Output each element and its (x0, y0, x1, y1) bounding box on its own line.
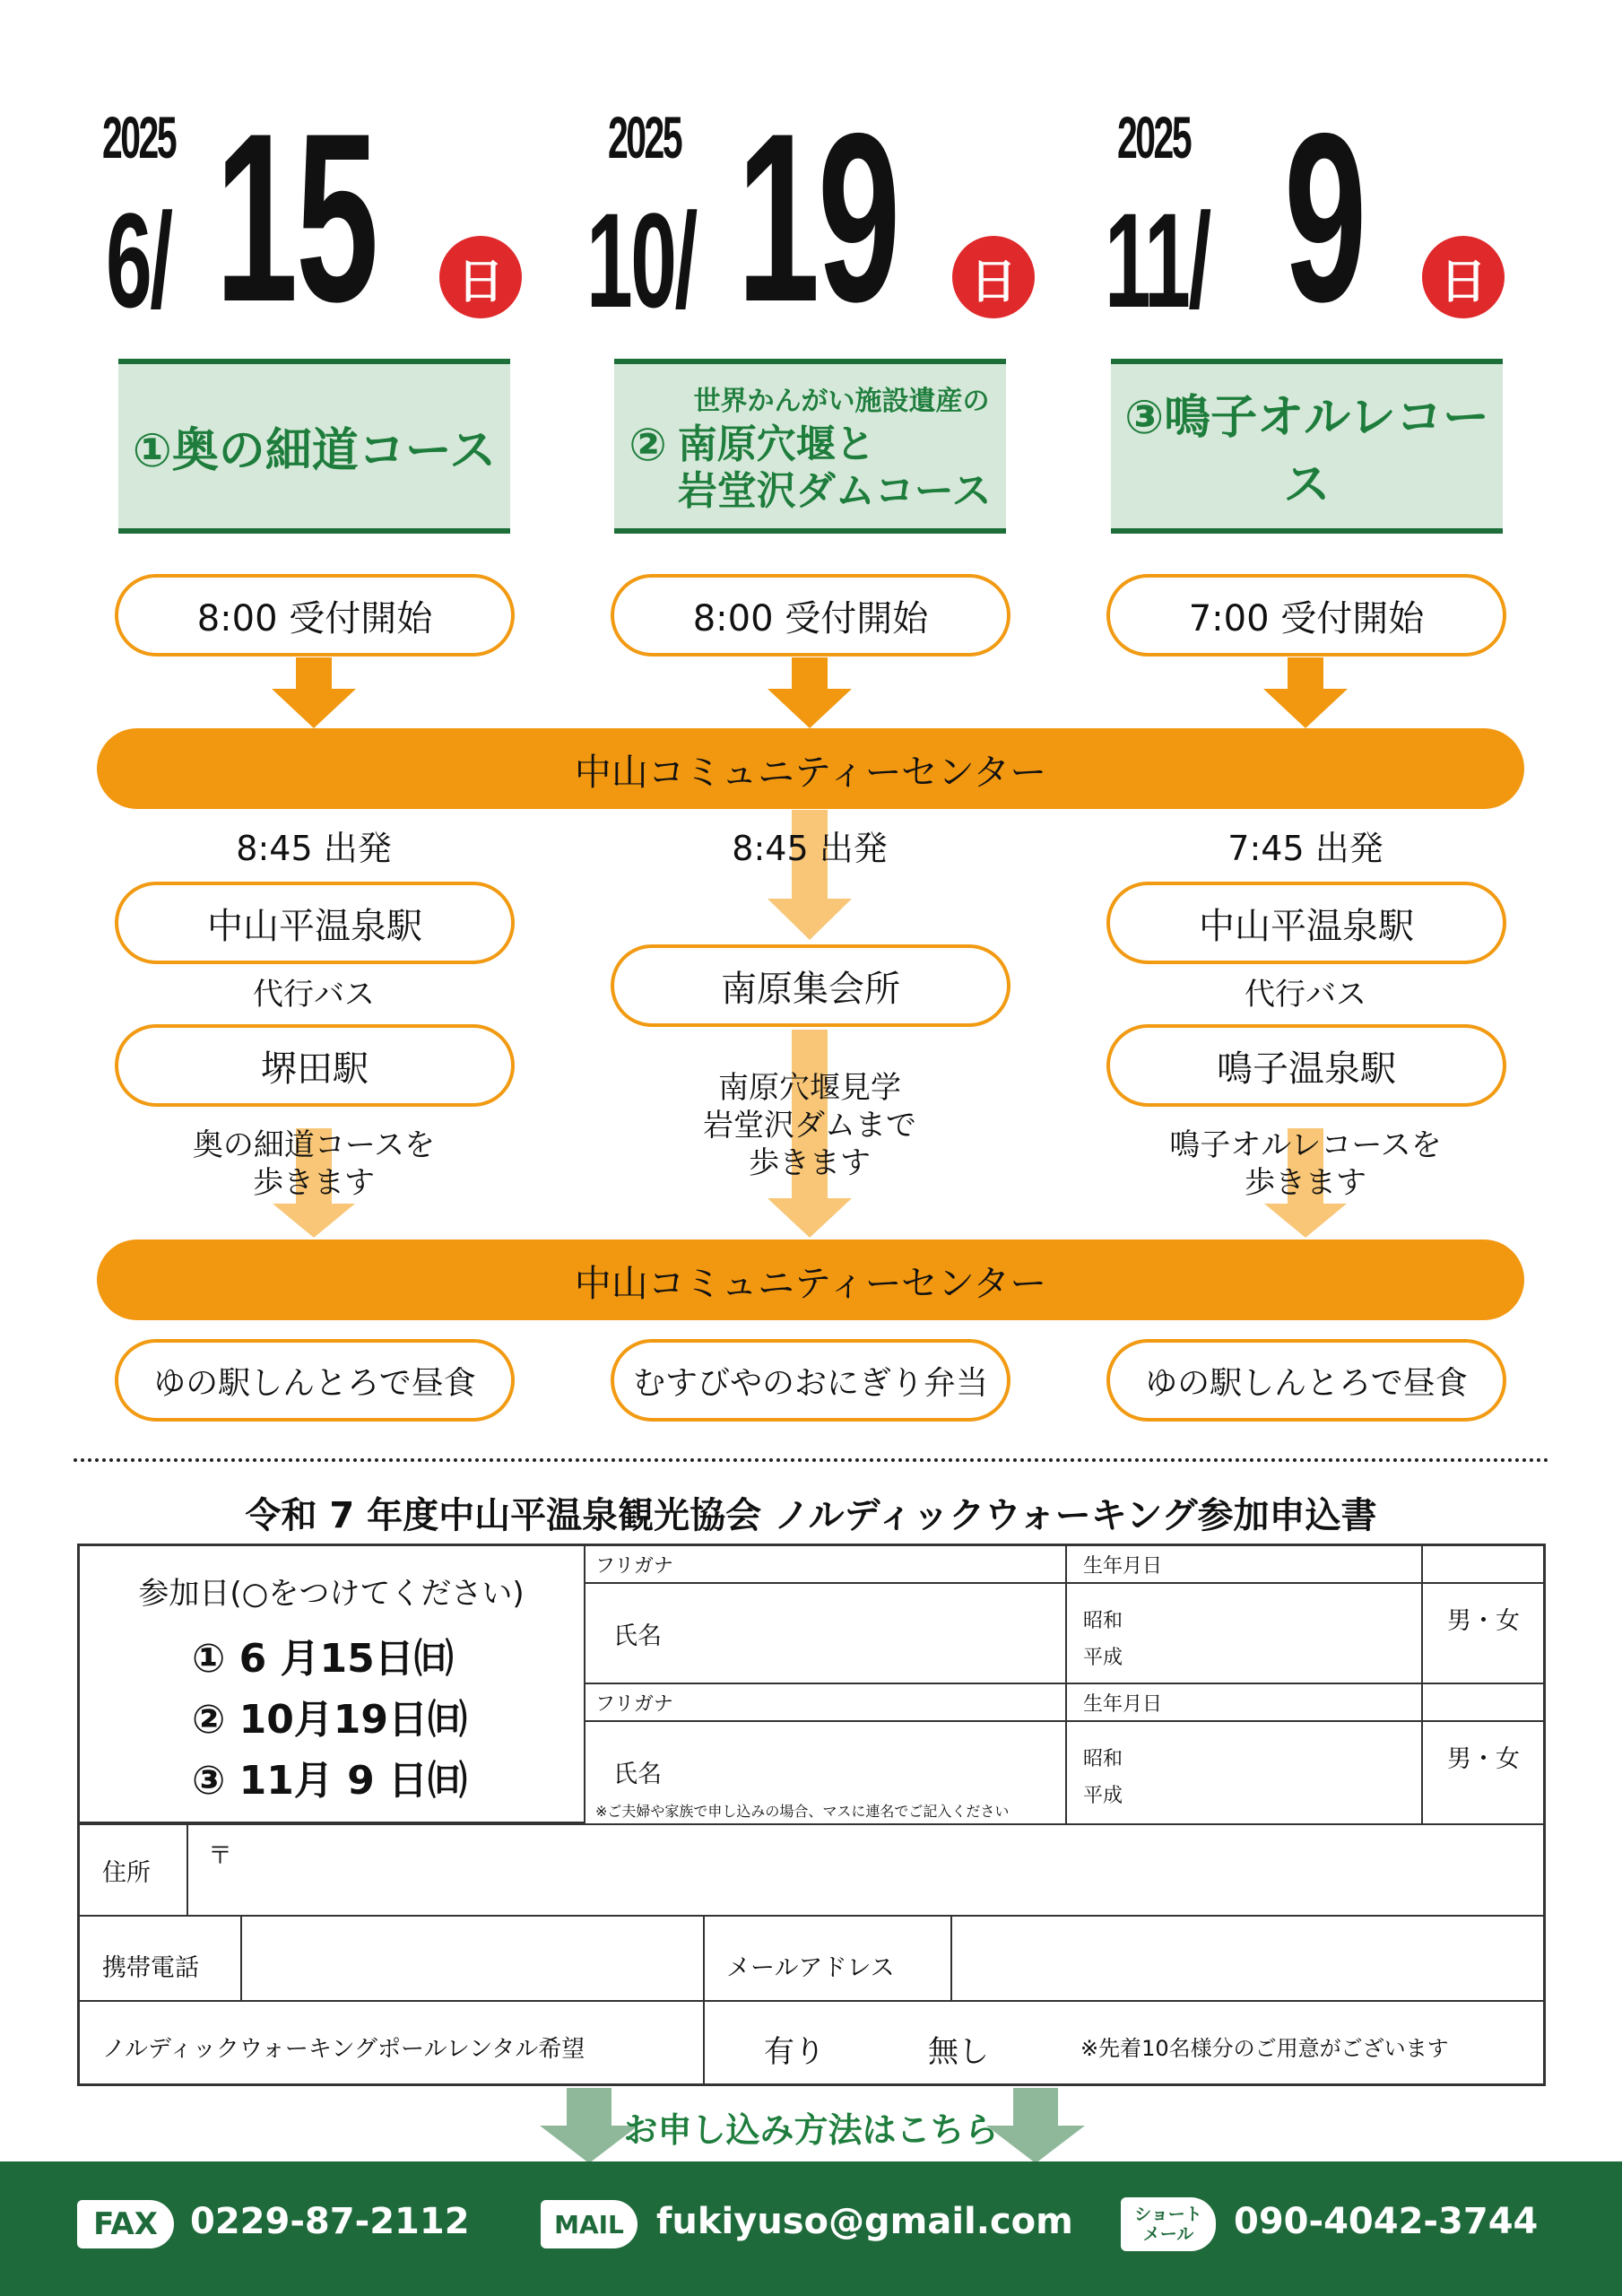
rental-yes[interactable]: 有り (764, 2034, 825, 2070)
center-bar-return: 中山コミュニティーセンター (97, 1239, 1524, 1320)
departure-time-1: 8:45 出発 (236, 829, 392, 868)
heisei-2[interactable]: 平成 (1083, 1785, 1123, 1807)
month-2: 10/ (586, 185, 696, 335)
day-2: 19 (737, 83, 898, 352)
year-1: 2025 (102, 104, 176, 170)
stop-1-1: 中山平温泉駅 (115, 882, 515, 964)
walk-note-2-line1: 南原穴堰見学 (718, 1070, 901, 1106)
family-note: ※ご夫婦や家族で申し込みの場合、マスに連名でご記入ください (595, 1803, 1010, 1820)
sms-tag-line1: ショート (1134, 2205, 1202, 2224)
contact-footer (0, 2161, 1622, 2296)
form-title: 令和 7 年度中山平温泉観光協会 ノルディックウォーキング参加申込書 (245, 1495, 1377, 1536)
transfer-1: 代行バス (253, 977, 375, 1013)
stop-3-2: 鳴子温泉駅 (1106, 1024, 1506, 1107)
date-label: 参加日(○をつけてください) (138, 1576, 525, 1612)
transfer-3: 代行バス (1245, 977, 1366, 1013)
rental-label: ノルディックウォーキングポールレンタル希望 (102, 2036, 585, 2063)
mail-address[interactable]: fukiyuso@gmail.com (656, 2201, 1073, 2242)
address-label: 住所 (102, 1859, 151, 1887)
date-option-1[interactable]: ① 6 月15日㈰ (192, 1636, 454, 1682)
mail-tag: MAIL (541, 2200, 638, 2248)
stop-2-1: 南原集会所 (611, 944, 1010, 1027)
day-1: 15 (215, 83, 377, 352)
weekday-badge-2: 日 (952, 236, 1035, 318)
name-label-1: 氏名 (613, 1622, 662, 1650)
gender-2[interactable]: 男・女 (1447, 1745, 1520, 1773)
month-1: 6/ (106, 185, 171, 335)
rental-note: ※先着10名様分のご用意がございます (1080, 2036, 1449, 2061)
course-2-subtitle: 世界かんがい施設遺産の (693, 385, 990, 417)
course-2-line1: 南原穴堰と (677, 421, 875, 467)
month-3: 11/ (1105, 185, 1210, 335)
weekday-badge-3: 日 (1422, 236, 1505, 318)
fax-tag: FAX (77, 2200, 174, 2248)
reception-time-2: 8:00 受付開始 (611, 574, 1010, 657)
course-2-number: ② (629, 418, 667, 471)
course-box-3: ③鳴子オルレコース (1111, 359, 1503, 534)
email-label: メールアドレス (726, 1954, 895, 1982)
gender-1[interactable]: 男・女 (1447, 1607, 1520, 1635)
day-3: 9 (1284, 83, 1365, 352)
lunch-2: むすびやのおにぎり弁当 (611, 1339, 1010, 1422)
course-box-1: ①奥の細道コース (118, 359, 510, 534)
lunch-1: ゆの駅しんとろで昼食 (115, 1339, 515, 1422)
walk-note-1-line2: 歩きます (253, 1165, 375, 1201)
phone-label: 携帯電話 (102, 1954, 199, 1982)
birth-label-2: 生年月日 (1083, 1693, 1163, 1716)
fax-number[interactable]: 0229-87-2112 (190, 2201, 470, 2242)
name-label-2: 氏名 (613, 1761, 662, 1788)
sms-tag-line2: メール (1142, 2224, 1194, 2244)
furigana-label-1: フリガナ (595, 1555, 673, 1578)
departure-time-3: 7:45 出発 (1227, 829, 1383, 868)
birth-label-1: 生年月日 (1083, 1555, 1163, 1578)
stop-1-2: 堺田駅 (115, 1024, 515, 1107)
walk-note-3-line1: 鳴子オルレコースを (1169, 1127, 1442, 1163)
showa-2[interactable]: 昭和 (1083, 1748, 1123, 1770)
showa-1[interactable]: 昭和 (1083, 1610, 1123, 1632)
furigana-label-2: フリガナ (595, 1693, 673, 1716)
date-option-3[interactable]: ③ 11月 9 日㈰ (192, 1758, 468, 1804)
year-3: 2025 (1117, 104, 1191, 170)
reception-time-3: 7:00 受付開始 (1106, 574, 1506, 657)
sms-number[interactable]: 090-4042-3744 (1234, 2201, 1539, 2242)
sms-tag (1121, 2197, 1216, 2251)
heisei-1[interactable]: 平成 (1083, 1647, 1123, 1669)
rental-no[interactable]: 無し (928, 2034, 989, 2070)
walk-note-1-line1: 奥の細道コースを (192, 1127, 436, 1163)
stop-3-1: 中山平温泉駅 (1106, 882, 1506, 964)
departure-time-2: 8:45 出発 (732, 829, 888, 868)
date-option-2[interactable]: ② 10月19日㈰ (192, 1697, 468, 1743)
postal-mark: 〒 (208, 1842, 232, 1870)
center-bar-start: 中山コミュニティーセンター (97, 728, 1524, 809)
reception-time-1: 8:00 受付開始 (115, 574, 515, 657)
apply-label: お申し込み方法はこちら (623, 2110, 999, 2150)
walk-note-2-line3: 歩きます (749, 1145, 871, 1181)
walk-note-3-line2: 歩きます (1245, 1165, 1366, 1201)
year-2: 2025 (608, 104, 681, 170)
course-2-line2: 岩堂沢ダムコース (677, 467, 992, 514)
weekday-badge-1: 日 (439, 236, 522, 318)
lunch-3: ゆの駅しんとろで昼食 (1106, 1339, 1506, 1422)
walk-note-2-line2: 岩堂沢ダムまで (703, 1108, 916, 1144)
